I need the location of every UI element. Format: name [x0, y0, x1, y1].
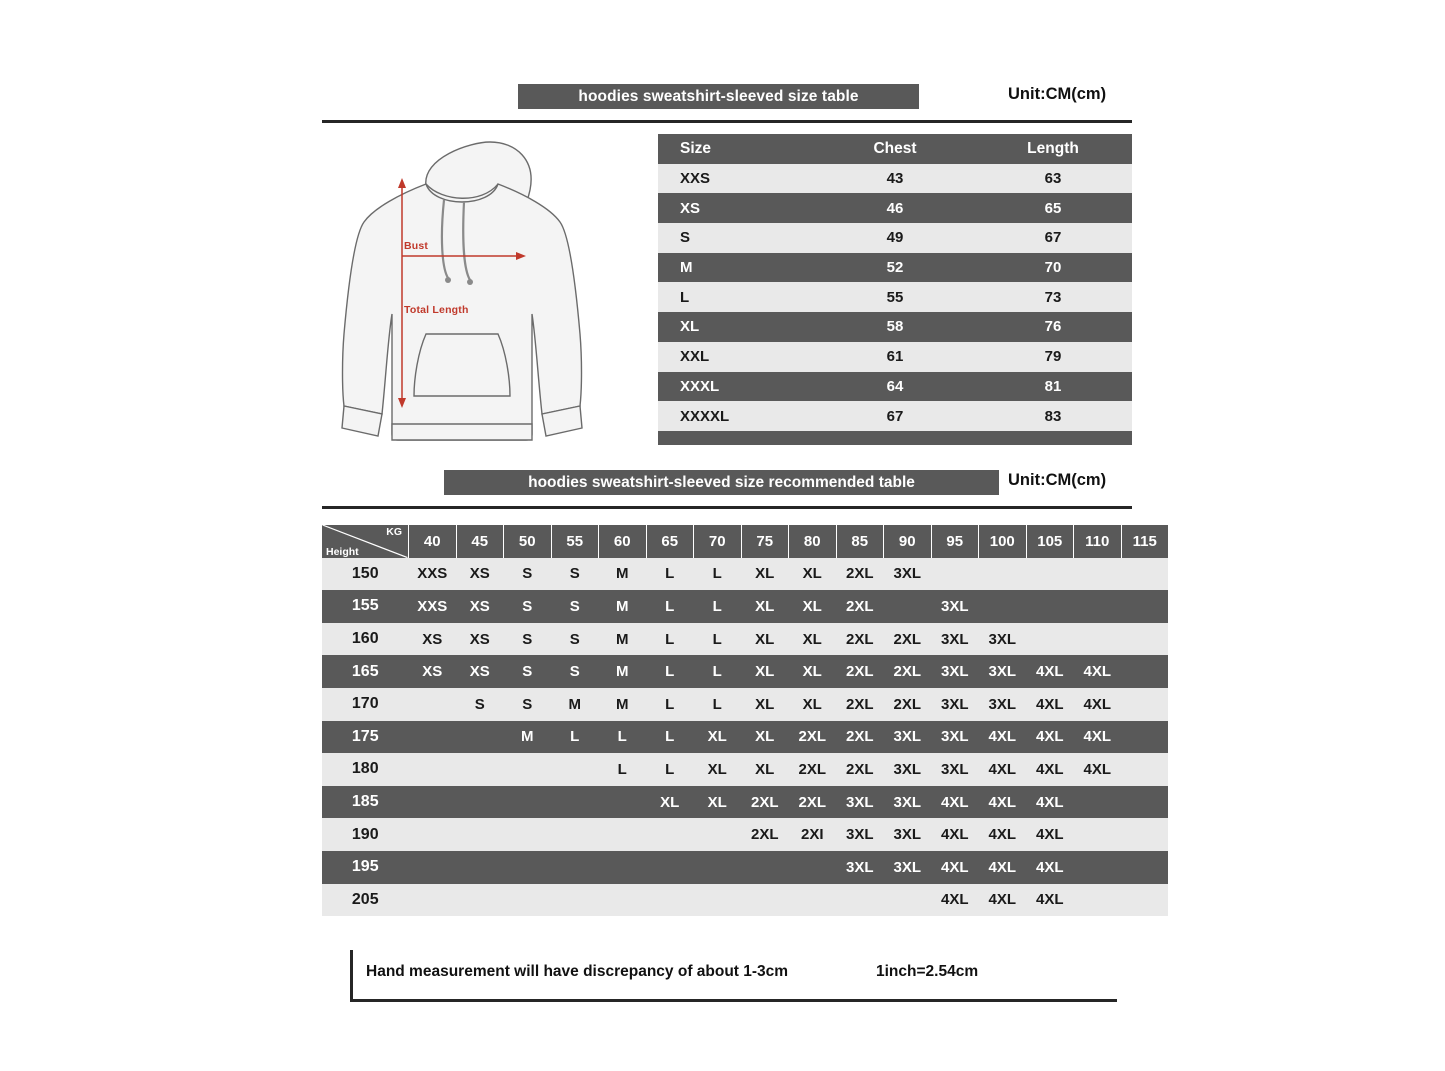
matrix-weight-header: 60: [599, 525, 647, 558]
matrix-row: [322, 818, 1168, 851]
matrix-cell: [409, 688, 457, 721]
matrix-cell: 3XL: [931, 688, 979, 721]
matrix-cell: [456, 786, 504, 819]
matrix-cell: 2XL: [789, 786, 837, 819]
matrix-cell: XL: [789, 590, 837, 623]
table-header-row: [658, 134, 1132, 164]
footer-conversion: 1inch=2.54cm: [876, 963, 979, 980]
matrix-height-header: 190: [322, 818, 409, 851]
matrix-cell: 3XL: [931, 753, 979, 786]
cell-length: 63: [974, 164, 1132, 194]
matrix-weight-header: 110: [1074, 525, 1122, 558]
matrix-cell: 4XL: [979, 786, 1027, 819]
column-header-size: Size: [658, 134, 816, 164]
matrix-cell: XL: [789, 558, 837, 591]
matrix-cell: 3XL: [884, 753, 932, 786]
matrix-cell: [504, 753, 552, 786]
matrix-cell: 4XL: [1074, 753, 1122, 786]
matrix-cell: 3XL: [836, 851, 884, 884]
matrix-cell: L: [694, 655, 742, 688]
matrix-row: [322, 623, 1168, 656]
matrix-cell: 3XL: [884, 818, 932, 851]
matrix-cell: [551, 786, 599, 819]
matrix-cell: 4XL: [1074, 655, 1122, 688]
matrix-cell: 4XL: [979, 753, 1027, 786]
matrix-cell: XS: [409, 655, 457, 688]
matrix-weight-header: 50: [504, 525, 552, 558]
matrix-row: [322, 655, 1168, 688]
matrix-height-header: 165: [322, 655, 409, 688]
matrix-header-row: [322, 525, 1168, 558]
cell-length: 67: [974, 223, 1132, 253]
matrix-cell: M: [599, 590, 647, 623]
matrix-cell: 2XL: [789, 753, 837, 786]
matrix-cell: XL: [741, 655, 789, 688]
matrix-cell: S: [504, 558, 552, 591]
matrix-height-header: 150: [322, 558, 409, 591]
matrix-cell: 3XL: [931, 590, 979, 623]
matrix-cell: XL: [694, 753, 742, 786]
matrix-cell: [551, 884, 599, 917]
cell-chest: 52: [816, 253, 974, 283]
size-measurement-table: [658, 134, 1132, 431]
cell-chest: 58: [816, 312, 974, 342]
matrix-cell: [1121, 558, 1168, 591]
matrix-weight-header: 90: [884, 525, 932, 558]
cell-length: 83: [974, 401, 1132, 431]
matrix-weight-header: 105: [1026, 525, 1074, 558]
matrix-cell: XL: [741, 753, 789, 786]
footer-rule-bottom: [350, 999, 1117, 1002]
matrix-height-header: 185: [322, 786, 409, 819]
cell-chest: 55: [816, 282, 974, 312]
matrix-cell: 4XL: [931, 786, 979, 819]
matrix-cell: [599, 884, 647, 917]
matrix-cell: [1026, 623, 1074, 656]
matrix-cell: XS: [456, 590, 504, 623]
matrix-row: [322, 753, 1168, 786]
matrix-cell: L: [646, 688, 694, 721]
matrix-weight-header: 95: [931, 525, 979, 558]
matrix-cell: [694, 818, 742, 851]
matrix-cell: [551, 851, 599, 884]
matrix-cell: [599, 818, 647, 851]
matrix-weight-header: 85: [836, 525, 884, 558]
matrix-cell: L: [694, 623, 742, 656]
matrix-cell: M: [599, 623, 647, 656]
matrix-cell: 3XL: [884, 786, 932, 819]
matrix-cell: 2XL: [836, 623, 884, 656]
matrix-cell: [409, 753, 457, 786]
matrix-row: [322, 590, 1168, 623]
matrix-cell: 3XL: [884, 721, 932, 754]
matrix-cell: 4XL: [1074, 721, 1122, 754]
matrix-cell: 3XL: [836, 818, 884, 851]
table-row: [658, 223, 1132, 253]
size-table-footer-bar: [658, 431, 1132, 445]
matrix-cell: XL: [741, 590, 789, 623]
matrix-weight-header: 45: [456, 525, 504, 558]
matrix-cell: 2XL: [884, 688, 932, 721]
matrix-cell: 3XL: [979, 655, 1027, 688]
matrix-cell: XS: [456, 655, 504, 688]
cell-size: M: [658, 253, 816, 283]
matrix-row: [322, 688, 1168, 721]
matrix-cell: 3XL: [884, 558, 932, 591]
matrix-cell: 4XL: [1026, 688, 1074, 721]
matrix-cell: 4XL: [979, 818, 1027, 851]
matrix-cell: [1121, 753, 1168, 786]
matrix-cell: 2XL: [836, 753, 884, 786]
matrix-cell: S: [504, 655, 552, 688]
matrix-corner-cell: [322, 525, 409, 558]
matrix-cell: 4XL: [1026, 786, 1074, 819]
matrix-cell: L: [694, 688, 742, 721]
matrix-cell: 4XL: [931, 884, 979, 917]
matrix-axis-weight-label: KG: [386, 526, 402, 538]
matrix-cell: S: [504, 623, 552, 656]
matrix-cell: 2XL: [741, 786, 789, 819]
matrix-cell: [409, 818, 457, 851]
matrix-cell: XL: [694, 721, 742, 754]
matrix-cell: L: [646, 655, 694, 688]
matrix-cell: 3XL: [979, 623, 1027, 656]
matrix-cell: [1026, 558, 1074, 591]
matrix-cell: 4XL: [979, 884, 1027, 917]
matrix-cell: [456, 753, 504, 786]
matrix-cell: L: [551, 721, 599, 754]
matrix-cell: 3XL: [836, 786, 884, 819]
matrix-weight-header: 75: [741, 525, 789, 558]
matrix-cell: [1074, 786, 1122, 819]
matrix-cell: S: [504, 688, 552, 721]
matrix-cell: L: [646, 623, 694, 656]
matrix-cell: [646, 851, 694, 884]
divider-top: [322, 120, 1132, 123]
divider-middle: [322, 506, 1132, 509]
cell-length: 65: [974, 193, 1132, 223]
recommended-size-matrix: [322, 525, 1168, 916]
cell-chest: 49: [816, 223, 974, 253]
matrix-cell: [884, 884, 932, 917]
matrix-cell: M: [551, 688, 599, 721]
cell-length: 70: [974, 253, 1132, 283]
matrix-height-header: 180: [322, 753, 409, 786]
cell-length: 73: [974, 282, 1132, 312]
cell-size: XXXL: [658, 372, 816, 402]
matrix-height-header: 170: [322, 688, 409, 721]
matrix-cell: [694, 884, 742, 917]
cell-size: XXS: [658, 164, 816, 194]
matrix-cell: [1026, 590, 1074, 623]
size-table-title: hoodies sweatshirt-sleeved size table: [518, 84, 919, 109]
matrix-cell: [1121, 818, 1168, 851]
matrix-weight-header: 80: [789, 525, 837, 558]
matrix-cell: 2XL: [884, 655, 932, 688]
matrix-cell: [1074, 590, 1122, 623]
matrix-height-header: 175: [322, 721, 409, 754]
matrix-cell: 4XL: [979, 721, 1027, 754]
column-header-chest: Chest: [816, 134, 974, 164]
matrix-cell: XS: [456, 558, 504, 591]
matrix-cell: 4XL: [1074, 688, 1122, 721]
matrix-cell: 4XL: [931, 851, 979, 884]
matrix-cell: 2XL: [836, 721, 884, 754]
matrix-cell: [409, 851, 457, 884]
matrix-cell: [456, 884, 504, 917]
matrix-cell: 2XL: [836, 558, 884, 591]
matrix-cell: [1074, 884, 1122, 917]
table-row: [658, 253, 1132, 283]
matrix-row: [322, 884, 1168, 917]
matrix-cell: XL: [789, 655, 837, 688]
matrix-cell: [456, 818, 504, 851]
matrix-cell: 3XL: [931, 721, 979, 754]
matrix-row: [322, 558, 1168, 591]
cell-size: XXL: [658, 342, 816, 372]
matrix-weight-header: 100: [979, 525, 1027, 558]
matrix-cell: L: [599, 753, 647, 786]
recommended-table-unit: Unit:CM(cm): [1008, 471, 1107, 489]
matrix-cell: S: [504, 590, 552, 623]
cell-size: XXXXL: [658, 401, 816, 431]
column-header-length: Length: [974, 134, 1132, 164]
matrix-height-header: 205: [322, 884, 409, 917]
matrix-cell: [504, 786, 552, 819]
matrix-cell: [456, 851, 504, 884]
matrix-cell: 4XL: [1026, 884, 1074, 917]
matrix-weight-header: 55: [551, 525, 599, 558]
matrix-cell: XS: [409, 623, 457, 656]
matrix-cell: [1074, 851, 1122, 884]
matrix-cell: [409, 786, 457, 819]
matrix-cell: [409, 721, 457, 754]
matrix-cell: M: [599, 688, 647, 721]
matrix-cell: XL: [789, 623, 837, 656]
matrix-cell: 3XL: [931, 655, 979, 688]
matrix-cell: [741, 851, 789, 884]
matrix-weight-header: 70: [694, 525, 742, 558]
matrix-cell: 4XL: [1026, 721, 1074, 754]
matrix-cell: [741, 884, 789, 917]
matrix-cell: 3XL: [884, 851, 932, 884]
matrix-cell: 3XL: [979, 688, 1027, 721]
matrix-axis-height-label: Height: [326, 545, 359, 558]
matrix-cell: [504, 818, 552, 851]
matrix-cell: S: [551, 655, 599, 688]
matrix-cell: M: [599, 655, 647, 688]
table-row: [658, 312, 1132, 342]
matrix-cell: L: [646, 753, 694, 786]
matrix-cell: [551, 753, 599, 786]
table-row: [658, 342, 1132, 372]
bust-label: Bust: [404, 240, 429, 252]
matrix-cell: 4XL: [1026, 655, 1074, 688]
matrix-cell: [1121, 721, 1168, 754]
matrix-cell: [931, 558, 979, 591]
matrix-cell: L: [646, 590, 694, 623]
table-row: [658, 401, 1132, 431]
matrix-height-header: 155: [322, 590, 409, 623]
matrix-cell: XXS: [409, 590, 457, 623]
matrix-cell: S: [456, 688, 504, 721]
cell-chest: 64: [816, 372, 974, 402]
matrix-cell: [1074, 623, 1122, 656]
matrix-cell: 4XL: [979, 851, 1027, 884]
matrix-row: [322, 721, 1168, 754]
matrix-cell: [789, 851, 837, 884]
matrix-cell: S: [551, 558, 599, 591]
matrix-cell: XL: [789, 688, 837, 721]
matrix-cell: 4XL: [1026, 818, 1074, 851]
matrix-cell: [1074, 818, 1122, 851]
matrix-row: [322, 851, 1168, 884]
matrix-cell: L: [694, 558, 742, 591]
matrix-weight-header: 115: [1121, 525, 1168, 558]
matrix-cell: XXS: [409, 558, 457, 591]
cell-length: 76: [974, 312, 1132, 342]
matrix-cell: 4XL: [1026, 753, 1074, 786]
matrix-cell: XL: [741, 558, 789, 591]
table-row: [658, 282, 1132, 312]
matrix-cell: L: [599, 721, 647, 754]
matrix-cell: 2XL: [741, 818, 789, 851]
matrix-cell: [1121, 786, 1168, 819]
matrix-cell: [646, 884, 694, 917]
matrix-cell: L: [646, 558, 694, 591]
cell-size: S: [658, 223, 816, 253]
cell-size: L: [658, 282, 816, 312]
table-row: [658, 372, 1132, 402]
matrix-cell: [1121, 655, 1168, 688]
cell-chest: 43: [816, 164, 974, 194]
cell-chest: 46: [816, 193, 974, 223]
size-table-unit: Unit:CM(cm): [1008, 85, 1107, 103]
cell-size: XS: [658, 193, 816, 223]
matrix-cell: [1121, 851, 1168, 884]
matrix-cell: [1121, 884, 1168, 917]
matrix-cell: [1121, 623, 1168, 656]
cell-length: 81: [974, 372, 1132, 402]
matrix-cell: [504, 884, 552, 917]
matrix-cell: [456, 721, 504, 754]
matrix-cell: [789, 884, 837, 917]
matrix-cell: 4XL: [931, 818, 979, 851]
cell-length: 79: [974, 342, 1132, 372]
matrix-cell: [599, 786, 647, 819]
cell-chest: 67: [816, 401, 974, 431]
matrix-weight-header: 65: [646, 525, 694, 558]
cell-chest: 61: [816, 342, 974, 372]
matrix-cell: 2XL: [836, 688, 884, 721]
matrix-cell: 2XL: [884, 623, 932, 656]
recommended-table-title: hoodies sweatshirt-sleeved size recommended table: [444, 470, 999, 495]
matrix-cell: L: [694, 590, 742, 623]
table-row: [658, 164, 1132, 194]
matrix-cell: [884, 590, 932, 623]
matrix-cell: S: [551, 590, 599, 623]
matrix-cell: [504, 851, 552, 884]
matrix-cell: [1121, 688, 1168, 721]
matrix-cell: [979, 590, 1027, 623]
matrix-cell: XL: [741, 688, 789, 721]
matrix-cell: XS: [456, 623, 504, 656]
matrix-cell: [694, 851, 742, 884]
matrix-height-header: 160: [322, 623, 409, 656]
matrix-cell: XL: [646, 786, 694, 819]
matrix-cell: 4XL: [1026, 851, 1074, 884]
hoodie-diagram: [330, 138, 630, 448]
matrix-cell: L: [646, 721, 694, 754]
matrix-cell: 2XL: [789, 721, 837, 754]
table-row: [658, 193, 1132, 223]
matrix-cell: XL: [694, 786, 742, 819]
matrix-cell: S: [551, 623, 599, 656]
matrix-cell: 3XL: [931, 623, 979, 656]
footer-note: Hand measurement will have discrepancy of about 1-3cm: [366, 963, 789, 980]
matrix-cell: XL: [741, 623, 789, 656]
matrix-row: [322, 786, 1168, 819]
matrix-cell: [646, 818, 694, 851]
matrix-cell: [551, 818, 599, 851]
matrix-cell: [1074, 558, 1122, 591]
matrix-height-header: 195: [322, 851, 409, 884]
matrix-cell: [1121, 590, 1168, 623]
matrix-cell: XL: [741, 721, 789, 754]
total-length-label: Total Length: [404, 304, 469, 316]
matrix-weight-header: 40: [409, 525, 457, 558]
matrix-cell: 2XI: [789, 818, 837, 851]
matrix-cell: 2XL: [836, 655, 884, 688]
footer-rule-left: [350, 950, 353, 1002]
matrix-cell: [836, 884, 884, 917]
matrix-cell: [409, 884, 457, 917]
matrix-cell: M: [504, 721, 552, 754]
matrix-cell: 2XL: [836, 590, 884, 623]
cell-size: XL: [658, 312, 816, 342]
matrix-cell: [979, 558, 1027, 591]
matrix-cell: [599, 851, 647, 884]
matrix-cell: M: [599, 558, 647, 591]
